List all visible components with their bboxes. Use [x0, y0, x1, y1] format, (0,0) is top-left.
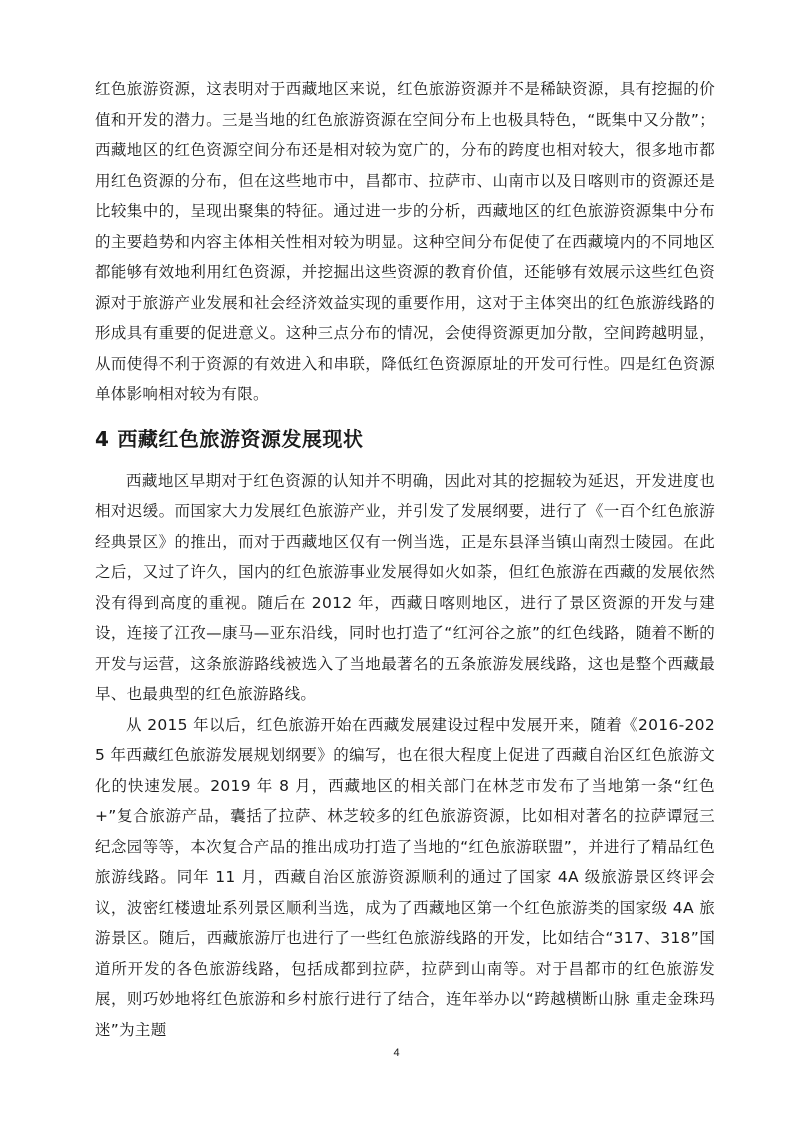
paragraph: 西藏地区早期对于红色资源的认知并不明确，因此对其的挖掘较为延迟，开发进度也相对迟缓。而国家大力发展红色旅游产业，并引发了发展纲要，进行了《一百个红色旅游经典景区》的推出，而对于西藏地区仅有一例当选，正是东县泽当镇山南烈士陵园。在此之后，又过了许久，国内的红色旅游事业发展得如火如荼，但红色旅游在西藏的发展依然没有得到高度的重视。随后在 2012 年，西藏日喀则地区，进行了景区资源的开发与建设，连接了江孜—康马—亚东沿线，同时也打造了“红河谷之旅”的红色线路，随着不断的开发与运营，这条旅游路线被选入了当地最著名的五条旅游发展线路，这也是整个西藏最早、也最典型的红色旅游路线。: [95, 471, 715, 703]
page-number: 4: [393, 1047, 400, 1059]
paragraph: 从 2015 年以后，红色旅游开始在西藏发展建设过程中发展开来，随着《2016-2025 年西藏红色旅游发展规划纲要》的编写，也在很大程度上促进了西藏自治区红色旅游文化的快速发展。2019 年 8 月，西藏地区的相关部门在林芝市发布了当地第一条“红色+”复合旅游产品，囊括了拉萨、林芝较多的红色旅游资源，比如相对著名的拉萨谭冠三纪念园等等，本次复合产品的推出成功打造了当地的“红色旅游联盟”，并进行了精品红色旅游线路。同年 11 月，西藏自治区旅游资源顺利的通过了国家 4A 级旅游景区终评会议，波密红楼遗址系列景区顺利当选，成为了西藏地区第一个红色旅游类的国家级 4A 旅游景区。随后，西藏旅游厅也进行了一些红色旅游线路的开发，比如结合“317、318”国道所开发的各色旅游线路，包括成都到拉萨，拉萨到山南等。对于昌都市的红色旅游发展，则巧妙地将红色旅游和乡村旅行进行了结合，连年举办以“跨越横断山脉 重走金珠玛迷”为主题: [95, 715, 715, 1039]
section-number: 4: [95, 426, 110, 451]
section-title: 西藏红色旅游资源发展现状: [117, 426, 364, 451]
paragraph-continued: 红色旅游资源，这表明对于西藏地区来说，红色旅游资源并不是稀缺资源，具有挖掘的价值和开发的潜力。三是当地的红色旅游资源在空间分布上也极具特色，“既集中又分散”；西藏地区的红色资源空间分布还是相对较为宽广的，分布的跨度也相对较大，很多地市都用红色资源的分布，但在这些地市中，昌都市、拉萨市、山南市以及日喀则市的资源还是比较集中的，呈现出聚集的特征。通过进一步的分析，西藏地区的红色旅游资源集中分布的主要趋势和内容主体相关性相对较为明显。这种空间分布促使了在西藏境内的不同地区都能够有效地利用红色资源，并挖掘出这些资源的教育价值，还能够有效展示这些红色资源对于旅游产业发展和社会经济效益实现的重要作用，这对于主体突出的红色旅游线路的形成具有重要的促进意义。这种三点分布的情况，会使得资源更加分散，空间跨越明显，从而使得不利于资源的有效进入和串联，降低红色资源原址的开发可行性。四是红色资源单体影响相对较为有限。: [95, 80, 715, 403]
page-content: [95, 74, 715, 1045]
section-heading: [95, 422, 715, 456]
